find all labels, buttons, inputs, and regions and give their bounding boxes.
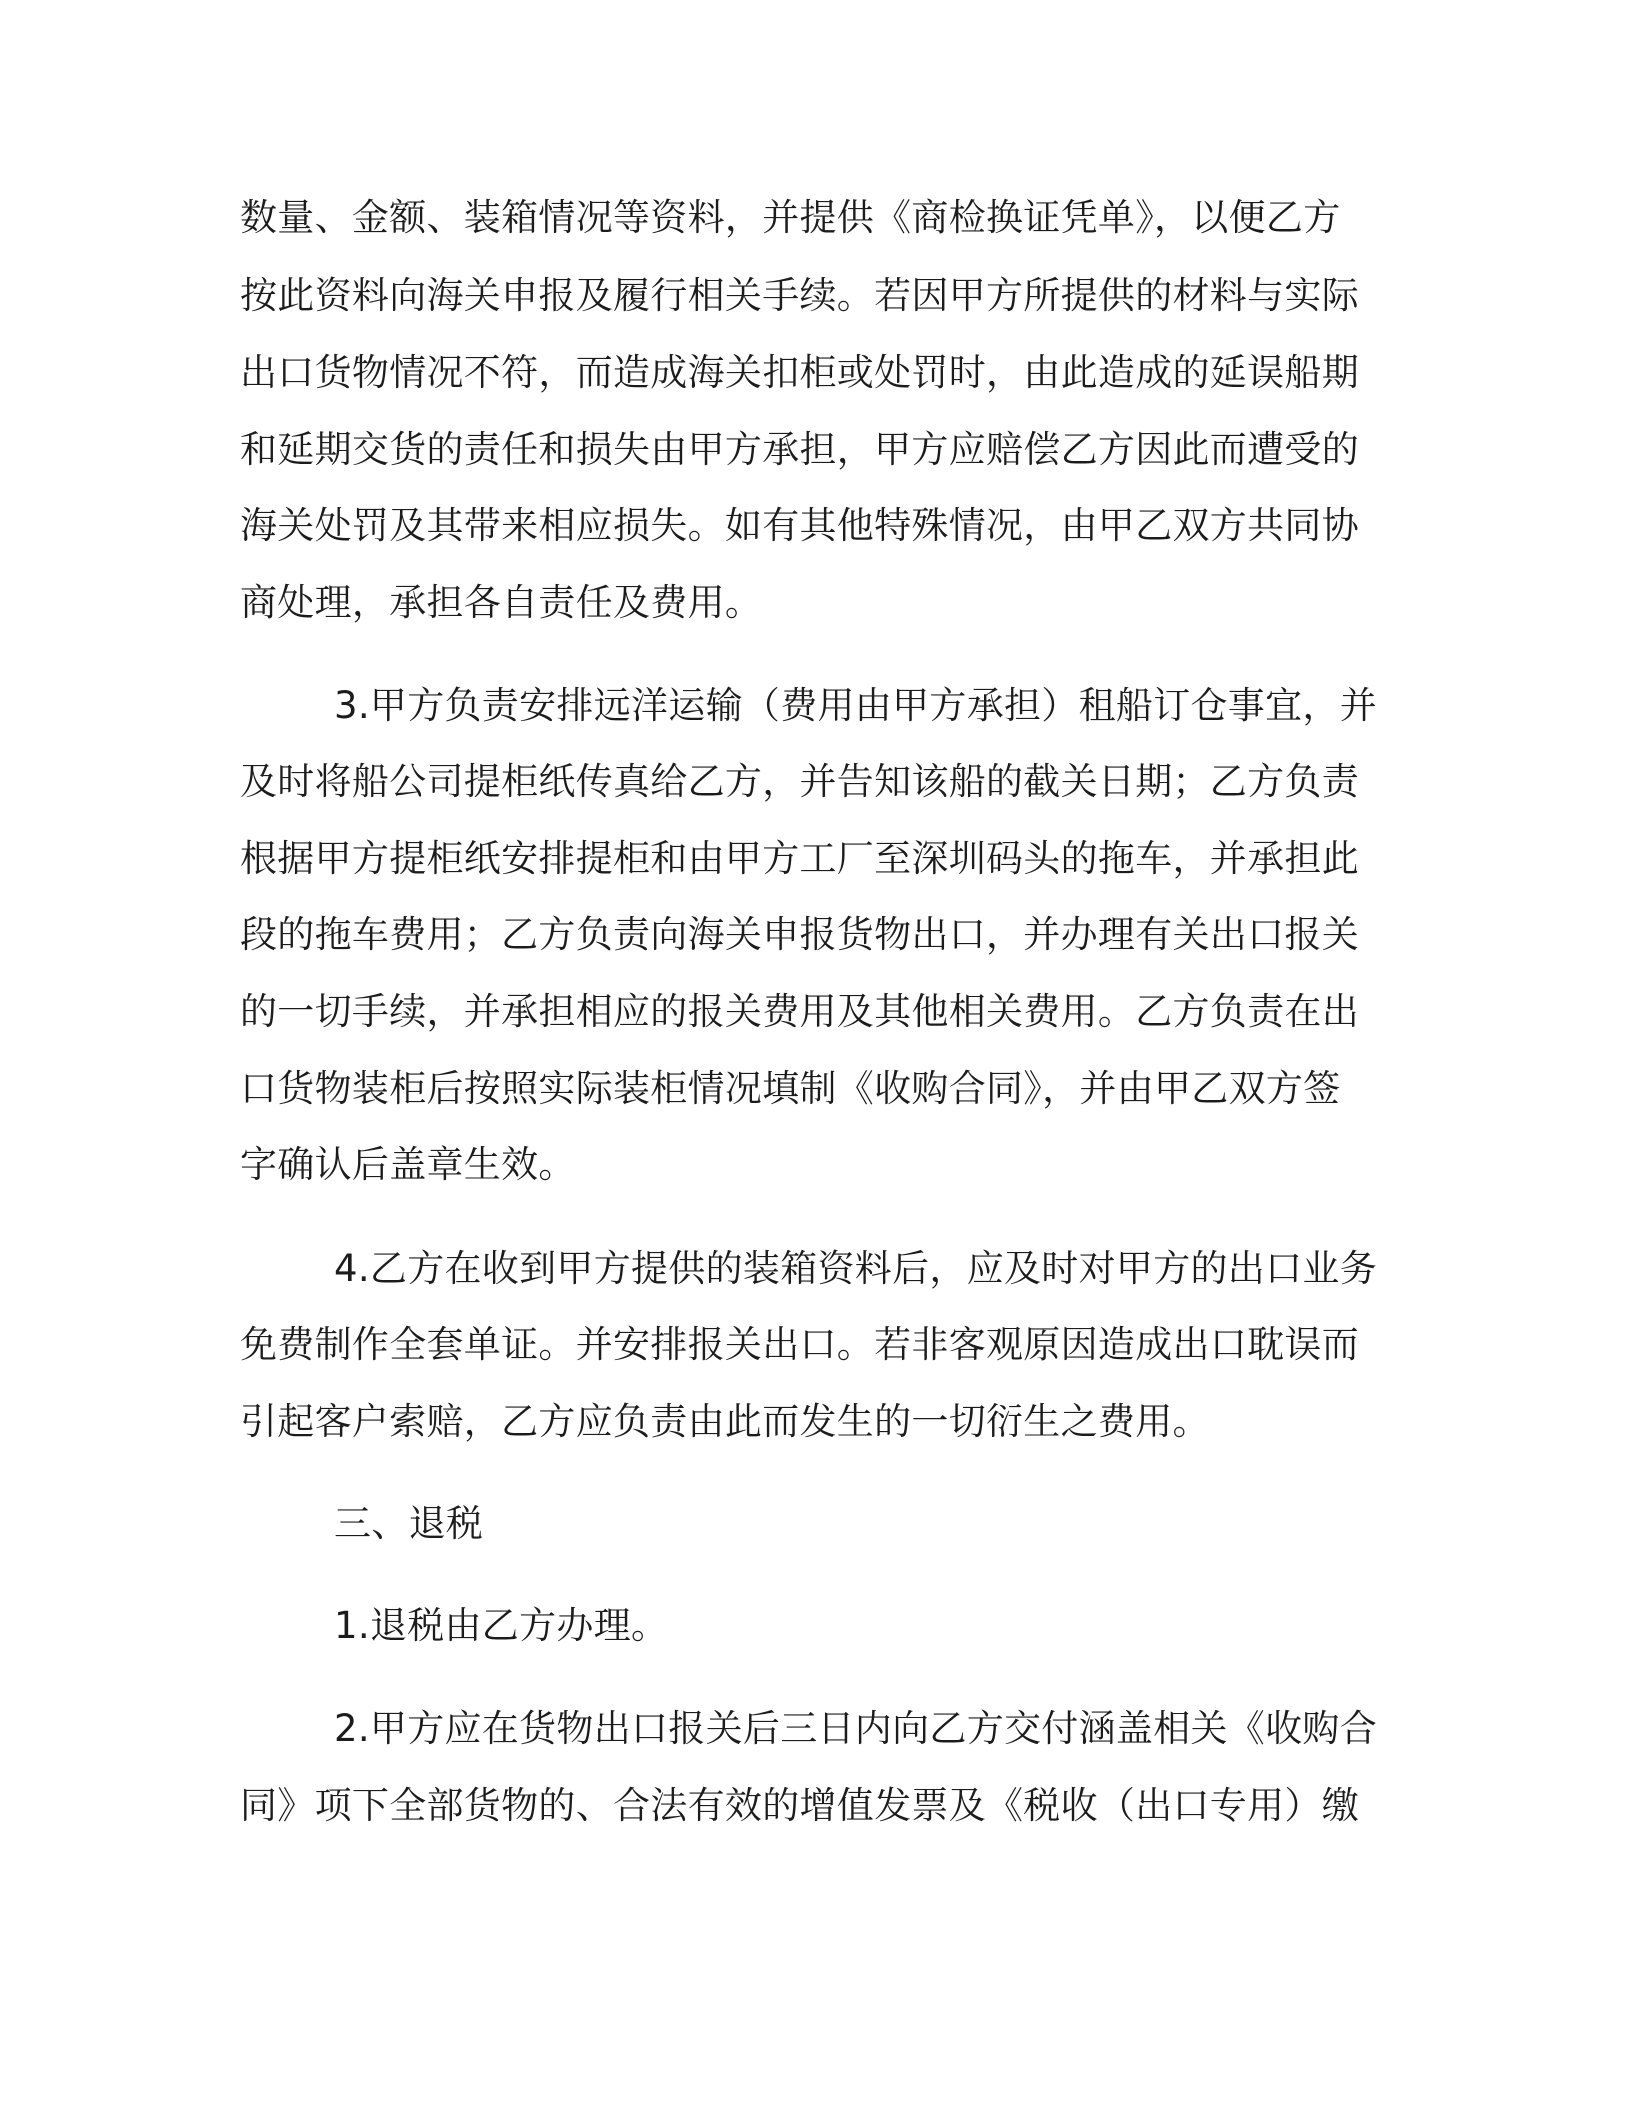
paragraph-line: 免费制作全套单证。并安排报关出口。若非客观原因造成出口耽误而: [240, 1323, 1359, 1366]
paragraph-line: 数量、金额、装箱情况等资料，并提供《商检换证凭单》，以便乙方: [240, 196, 1341, 239]
paragraph-line: 段的拖车费用；乙方负责向海关申报货物出口，并办理有关出口报关: [240, 913, 1359, 956]
paragraph-line: 海关处罚及其带来相应损失。如有其他特殊情况，由甲乙双方共同协: [240, 504, 1359, 547]
section-heading: 三、退税: [334, 1502, 484, 1545]
paragraph-line: 4.乙方在收到甲方提供的装箱资料后，应及时对甲方的出口业务: [334, 1247, 1377, 1290]
paragraph-line: 2.甲方应在货物出口报关后三日内向乙方交付涵盖相关《收购合: [334, 1707, 1377, 1750]
paragraph-line: 字确认后盖章生效。: [240, 1143, 576, 1186]
paragraph-line: 及时将船公司提柜纸传真给乙方，并告知该船的截关日期；乙方负责: [240, 760, 1359, 803]
paragraph-line: 的一切手续，并承担相应的报关费用及其他相关费用。乙方负责在出: [240, 990, 1359, 1033]
paragraph-line: 根据甲方提柜纸安排提柜和由甲方工厂至深圳码头的拖车，并承担此: [240, 837, 1359, 880]
paragraph-line: 1.退税由乙方办理。: [334, 1604, 669, 1647]
paragraph-line: 出口货物情况不符，而造成海关扣柜或处罚时，由此造成的延误船期: [240, 351, 1359, 394]
paragraph-line: 商处理，承担各自责任及费用。: [240, 581, 763, 624]
paragraph-line: 3.甲方负责安排远洋运输（费用由甲方承担）租船订仓事宜，并: [334, 684, 1377, 727]
paragraph-line: 同》项下全部货物的、合法有效的增值发票及《税收（出口专用）缴: [240, 1784, 1359, 1827]
paragraph-line: 按此资料向海关申报及履行相关手续。若因甲方所提供的材料与实际: [240, 274, 1359, 317]
paragraph-line: 和延期交货的责任和损失由甲方承担，甲方应赔偿乙方因此而遭受的: [240, 428, 1359, 471]
paragraph-line: 引起客户索赔，乙方应负责由此而发生的一切衍生之费用。: [240, 1400, 1210, 1443]
paragraph-line: 口货物装柜后按照实际装柜情况填制《收购合同》，并由甲乙双方签: [240, 1067, 1341, 1110]
